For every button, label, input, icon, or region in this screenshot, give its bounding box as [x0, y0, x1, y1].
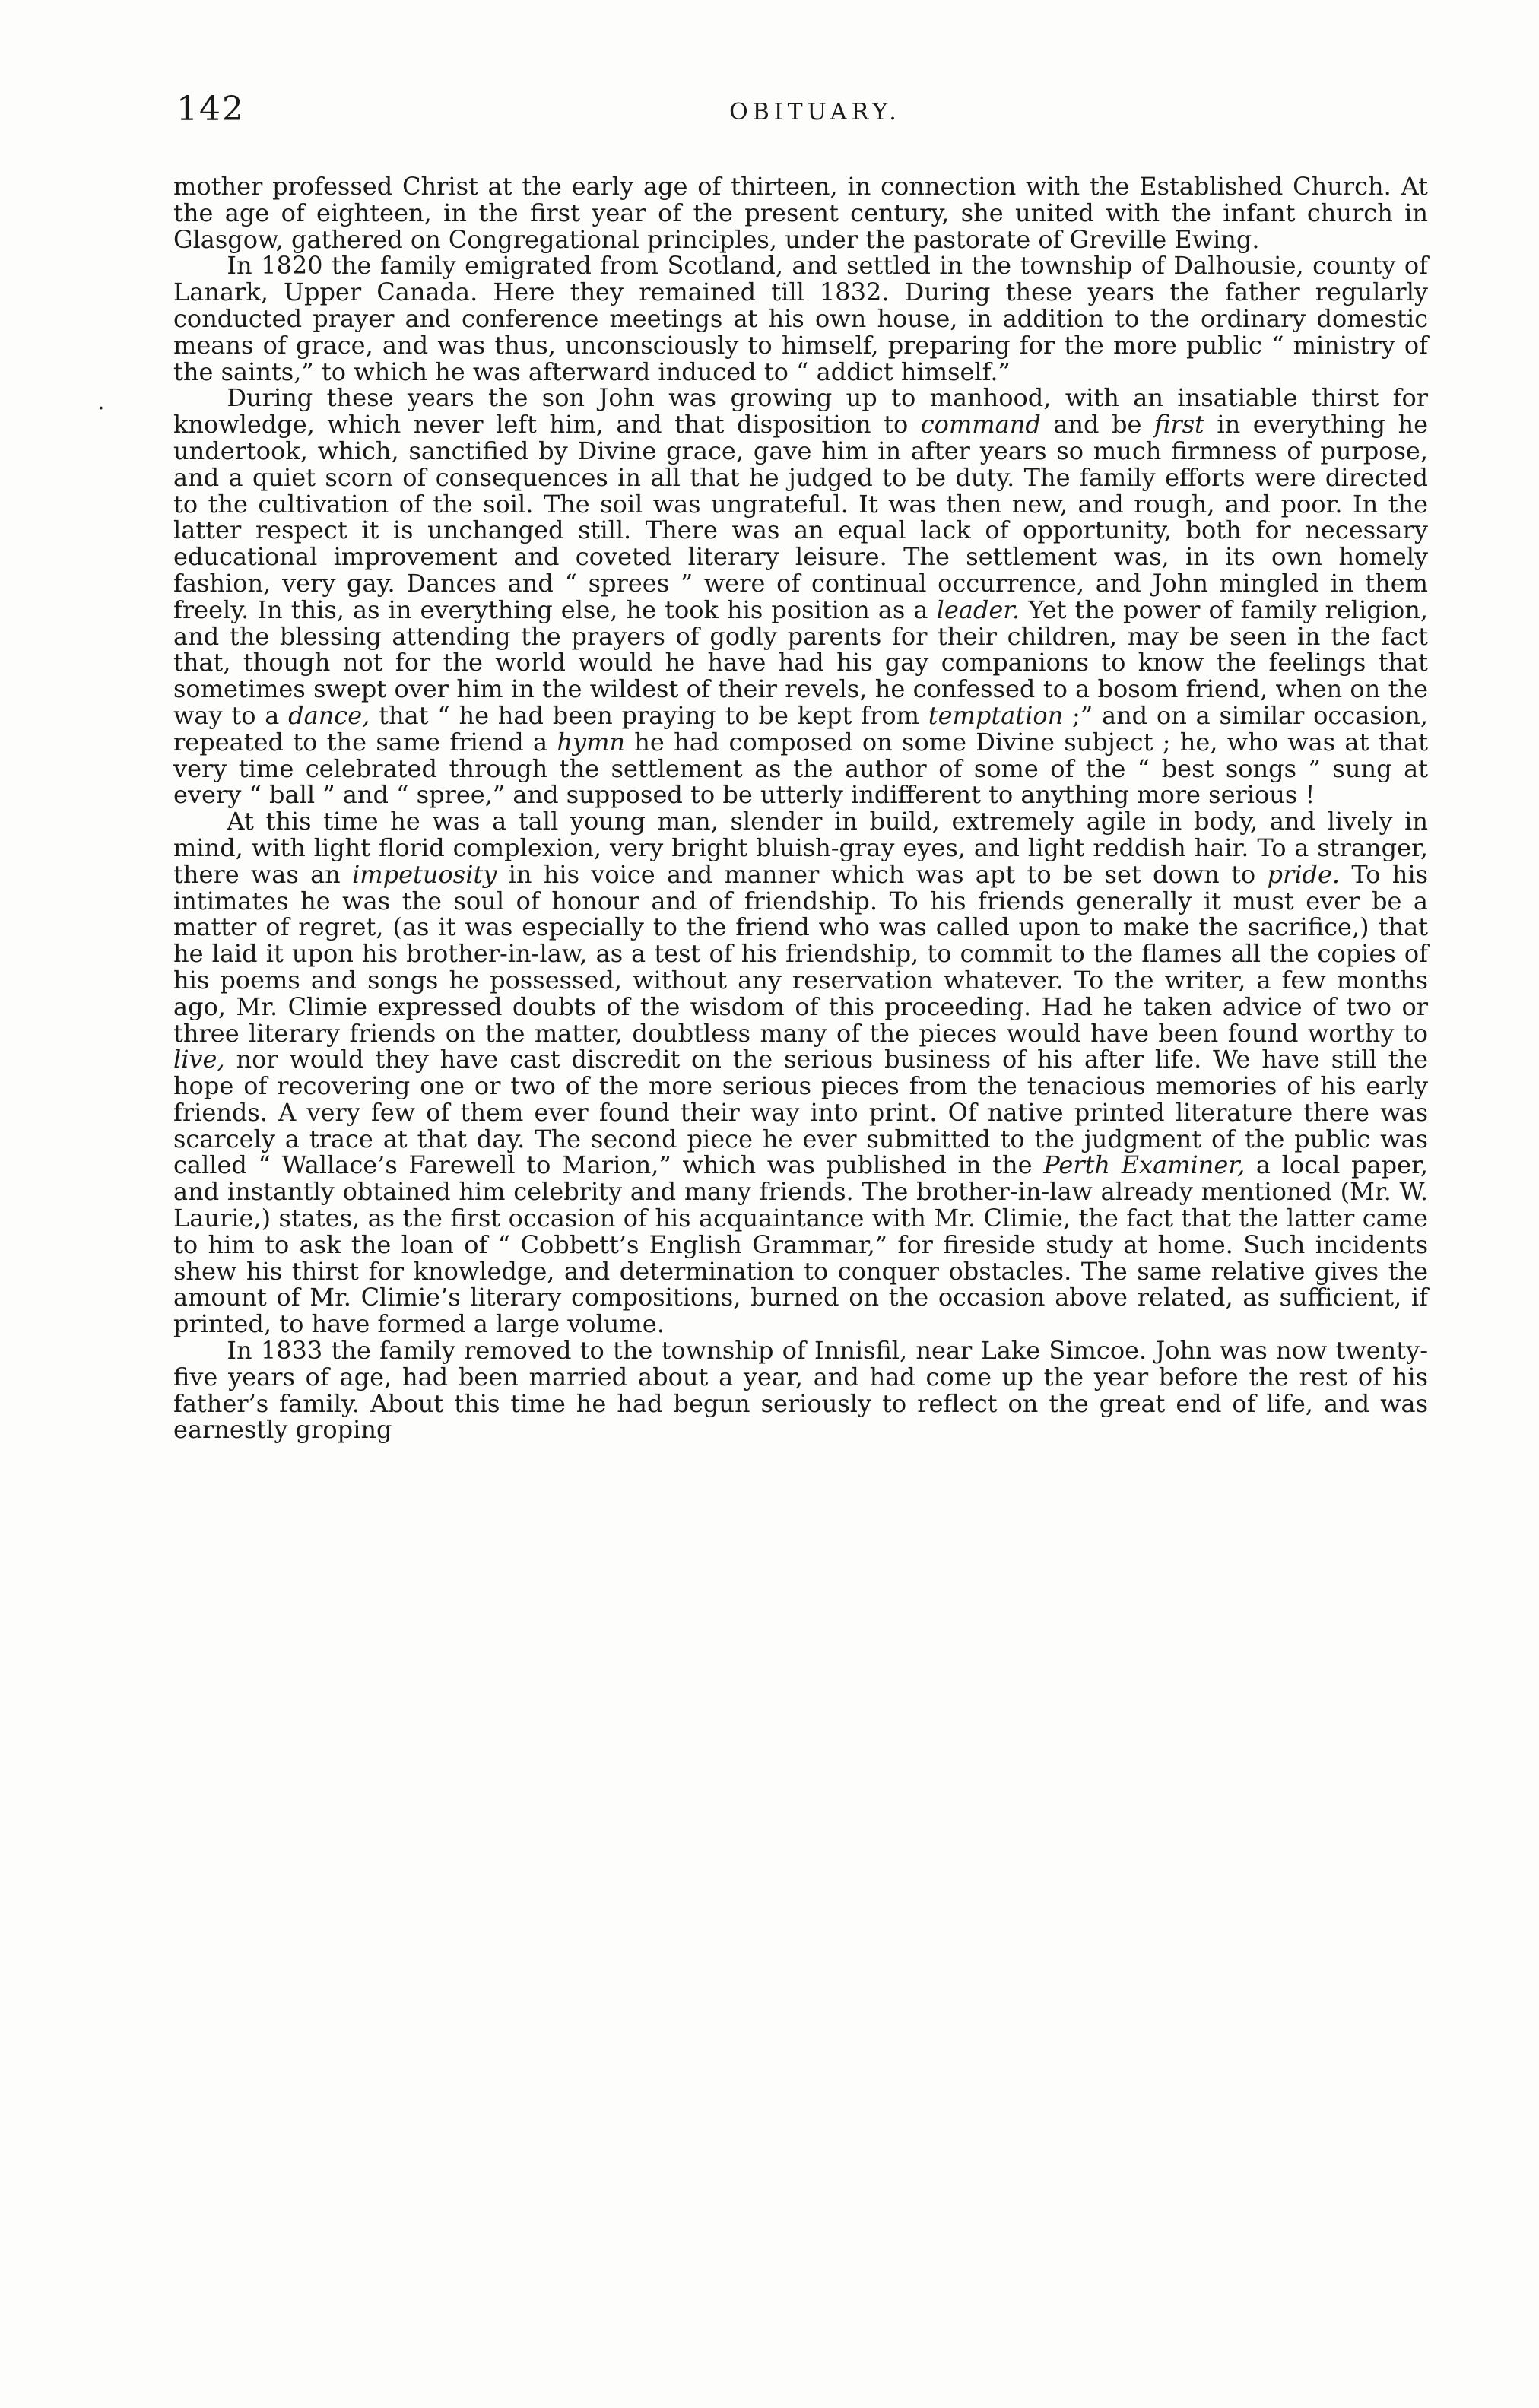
italic-text: pride. [1267, 859, 1341, 889]
margin-mark: · [97, 395, 105, 422]
text-run: in his voice and manner which was apt to be set down to [497, 859, 1268, 889]
running-head: OBITUARY. [729, 99, 901, 125]
italic-text: live, [173, 1045, 225, 1074]
italic-text: command [920, 410, 1041, 439]
text-run: a local paper, and instantly obtained him celebrity and many friends. The brother-in-law already mentioned (Mr. W. Laurie,) states, as the first occasion of his acquaintance with Mr. Climie, the fact that the latter came to him to ask the loan of “ Cobbett’s English Grammar,” for fireside study at home. Such incidents shew his thirst for knowledge, and determination to conquer obstacles. The same relative gives the amount of Mr. Climie’s literary compositions, burned on the occasion above related, as sufficient, if printed, to have formed a large volume. [173, 1150, 1429, 1339]
paragraph [173, 252, 1428, 385]
text-run: In 1820 the family emigrated from Scotland, and settled in the township of Dalhousie, county of Lanark, Upper Canada. Here they remained till 1832. During these years the father regularly conducted prayer and conference meetings at his own house, in addition to the ordinary domestic means of grace, and was thus, unconsciously to himself, preparing for the more public “ ministry of the saints,” to which he was afterward induced to “ addict himself.” [173, 251, 1428, 386]
text-run: To his intimates he was the soul of honour and of friendship. To his friends generally it must ever be a matter of regret, (as it was especially to the friend who was called upon to make the sacrifice,) that he laid it upon his brother-in-law, as a test of his friendship, to commit to the flames all the copies of his poems and songs he possessed, without any reservation whatever. To the writer, a few months ago, Mr. Climie expressed doubts of the wisdom of this proceeding. Had he taken advice of two or three literary friends on the matter, doubtless many of the pieces would have been found worthy to [173, 859, 1429, 1048]
text-run: In 1833 the family removed to the township of Innisfil, near Lake Simcoe. John was now twenty-five years of age, had been married about a year, and had come up the year before the rest of his father’s family. About this time he had begun seriously to reflect on the great end of life, and was earnestly groping [173, 1336, 1428, 1445]
page-number: 142 [176, 90, 245, 128]
text-run: mother professed Christ at the early age of thirteen, in connection with the Established Church. At the age of eighteen, in the first year of the present century, she united with the infant church in Glasgow, gathered on Congregational principles, under the pastorate of Greville Ewing. [173, 172, 1428, 254]
paragraph [173, 385, 1428, 808]
paragraph [173, 1337, 1428, 1443]
text-run: that “ he had been praying to be kept from [370, 700, 928, 730]
text-run: he had composed on some Divine subject ; he, who was at that very time celebrated through the settlement as the author of some of the “ best songs ” sung at every “ ball ” and “ spree,” and supposed to be utterly indifferent to anything more serious ! [173, 727, 1429, 810]
italic-text: leader. [936, 595, 1020, 624]
text-run: At this time he was a tall young man, slender in build, extremely agile in body, and lively in mind, with light florid complexion, very bright bluish-gray eyes, and light reddish hair. To a stranger, there was an [173, 807, 1428, 889]
italic-text: temptation [928, 700, 1064, 730]
italic-text: dance, [288, 700, 370, 730]
body-text [173, 173, 1428, 1443]
page-header [176, 90, 1423, 143]
text-run: nor would they have cast discredit on the serious business of his after life. We have still the hope of recovering one or two of the more serious pieces from the tenacious memories of his early friends. A very few of them ever found their way into print. Of native printed literature there was scarcely a trace at that day. The second piece he ever submitted to the judgment of the public was called “ Wallace’s Farewell to Marion,” which was published in the [173, 1045, 1428, 1180]
text-run: Yet the power of family religion, and the blessing attending the prayers of godly parents for their children, may be seen in the fact that, though not for the world would he have had his gay companions to know the feelings that sometimes swept over him in the wildest of their revels, he confessed to a bosom friend, when on the way to a [173, 595, 1429, 730]
text-run: During these years the son John was growing up to manhood, with an insatiable thirst for knowledge, which never left him, and that disposition to [173, 383, 1428, 439]
italic-text: first [1153, 410, 1204, 439]
text-run: in everything he undertook, which, sanctified by Divine grace, gave him in after years so much firmness of purpose, and a quiet scorn of consequences in all that he judged to be duty. The family efforts were directed to the cultivation of the soil. The soil was ungrateful. It was then new, and rough, and poor. In the latter respect it is unchanged still. There was an equal lack of opportunity, both for necessary educational improvement and coveted literary leisure. The settlement was, in its own homely fashion, very gay. Dances and “ sprees ” were of continual occurrence, and John mingled in them freely. In this, as in everything else, he took his position as a [173, 410, 1429, 624]
italic-text: Perth Examiner, [1043, 1150, 1245, 1180]
paragraph [173, 808, 1428, 1337]
italic-text: impetuosity [352, 859, 497, 889]
text-run: ;” and on a similar occasion, repeated to the same friend a [173, 700, 1429, 757]
text-run: and be [1040, 410, 1154, 439]
italic-text: hymn [557, 727, 626, 757]
paragraph [173, 173, 1428, 252]
